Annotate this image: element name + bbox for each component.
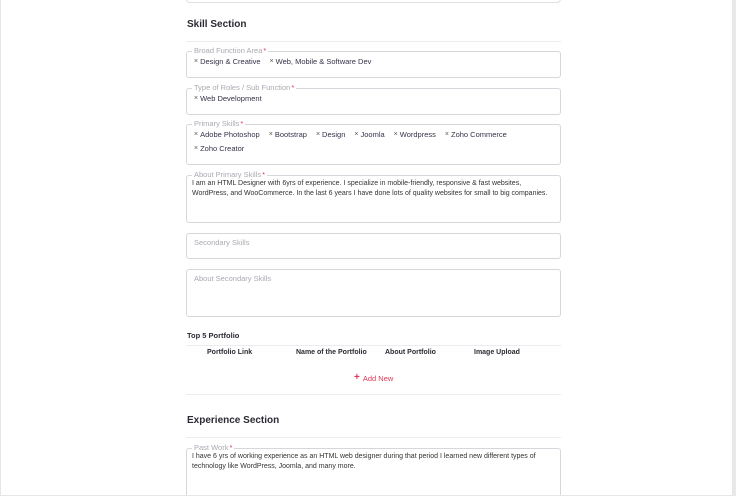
remove-chip-icon[interactable]: × — [444, 131, 449, 138]
past-work-field[interactable] — [186, 443, 561, 496]
top-portfolio-title: Top 5 Portfolio — [187, 331, 240, 340]
remove-chip-icon[interactable]: × — [194, 58, 199, 65]
primary-skills-label: Primary Skills* — [194, 119, 244, 128]
remove-chip-icon[interactable]: × — [354, 131, 359, 138]
remove-chip-icon[interactable]: × — [269, 58, 274, 65]
remove-chip-icon[interactable]: × — [393, 131, 398, 138]
broad-function-area-field[interactable] — [186, 46, 561, 78]
skill-section-divider — [186, 41, 561, 42]
secondary-skills-placeholder: Secondary Skills — [194, 238, 250, 247]
plus-icon: + — [354, 372, 360, 383]
column-image-upload: Image Upload — [474, 349, 520, 356]
chip-web-mobile-software: × Web, Mobile & Software Dev — [269, 57, 372, 66]
remove-chip-icon[interactable]: × — [194, 131, 199, 138]
secondary-skills-field[interactable] — [186, 233, 561, 259]
type-of-roles-chips — [194, 94, 554, 104]
column-portfolio-link: Portfolio Link — [207, 349, 253, 356]
chip-wordpress: × Wordpress — [393, 130, 436, 139]
past-work-label: Past Work* — [194, 443, 233, 452]
chip-bootstrap: × Bootstrap — [268, 130, 307, 139]
primary-skills-field[interactable] — [186, 119, 561, 165]
about-primary-skills-label: About Primary Skills* — [194, 170, 266, 179]
past-work-text: I have 6 yrs of working experience as an HTML web designer during that period I learned new different types of technology like WordPress, Joomla, and many more. — [192, 453, 536, 470]
add-new-label: Add New — [362, 373, 394, 383]
chip-design-creative: × Design & Creative — [194, 57, 261, 66]
portfolio-table-header — [186, 345, 561, 360]
chip-design: × Design — [315, 130, 346, 139]
chip-zoho-creator: × Zoho Creator — [194, 144, 245, 153]
about-secondary-skills-placeholder: About Secondary Skills — [194, 274, 272, 283]
broad-function-area-label: Broad Function Area* — [194, 46, 267, 55]
broad-function-chips — [194, 57, 554, 67]
previous-section-card — [186, 0, 561, 3]
primary-skills-chips — [194, 130, 554, 154]
chip-zoho-commerce: × Zoho Commerce — [444, 130, 507, 139]
remove-chip-icon[interactable]: × — [194, 145, 199, 152]
chip-web-development: × Web Development — [194, 94, 262, 103]
about-secondary-skills-field[interactable] — [186, 269, 561, 317]
column-about-portfolio: About Portfolio — [385, 349, 436, 356]
type-of-roles-label: Type of Roles / Sub Function* — [194, 83, 295, 92]
about-primary-skills-text: I am an HTML Designer with 6yrs of experience. I specialize in mobile-friendly, responsive & fast websites, WordPress, and WooCommerce. In the last 6 years I have done lots of quality websites for small to big companies. — [192, 180, 548, 197]
chip-adobe-photoshop: × Adobe Photoshop — [194, 130, 260, 139]
column-portfolio-name: Name of the Portfolio — [296, 349, 367, 356]
skill-section-title: Skill Section — [187, 19, 247, 30]
about-primary-skills-field[interactable] — [186, 170, 561, 223]
experience-section-title: Experience Section — [187, 415, 280, 426]
remove-chip-icon[interactable]: × — [268, 131, 273, 138]
add-new-portfolio-button[interactable] — [354, 373, 393, 383]
portfolio-divider — [186, 394, 561, 395]
chip-joomla: × Joomla — [354, 130, 385, 139]
experience-section-divider — [186, 437, 561, 438]
remove-chip-icon[interactable]: × — [194, 95, 199, 102]
remove-chip-icon[interactable]: × — [315, 131, 321, 138]
type-of-roles-field[interactable] — [186, 83, 561, 115]
